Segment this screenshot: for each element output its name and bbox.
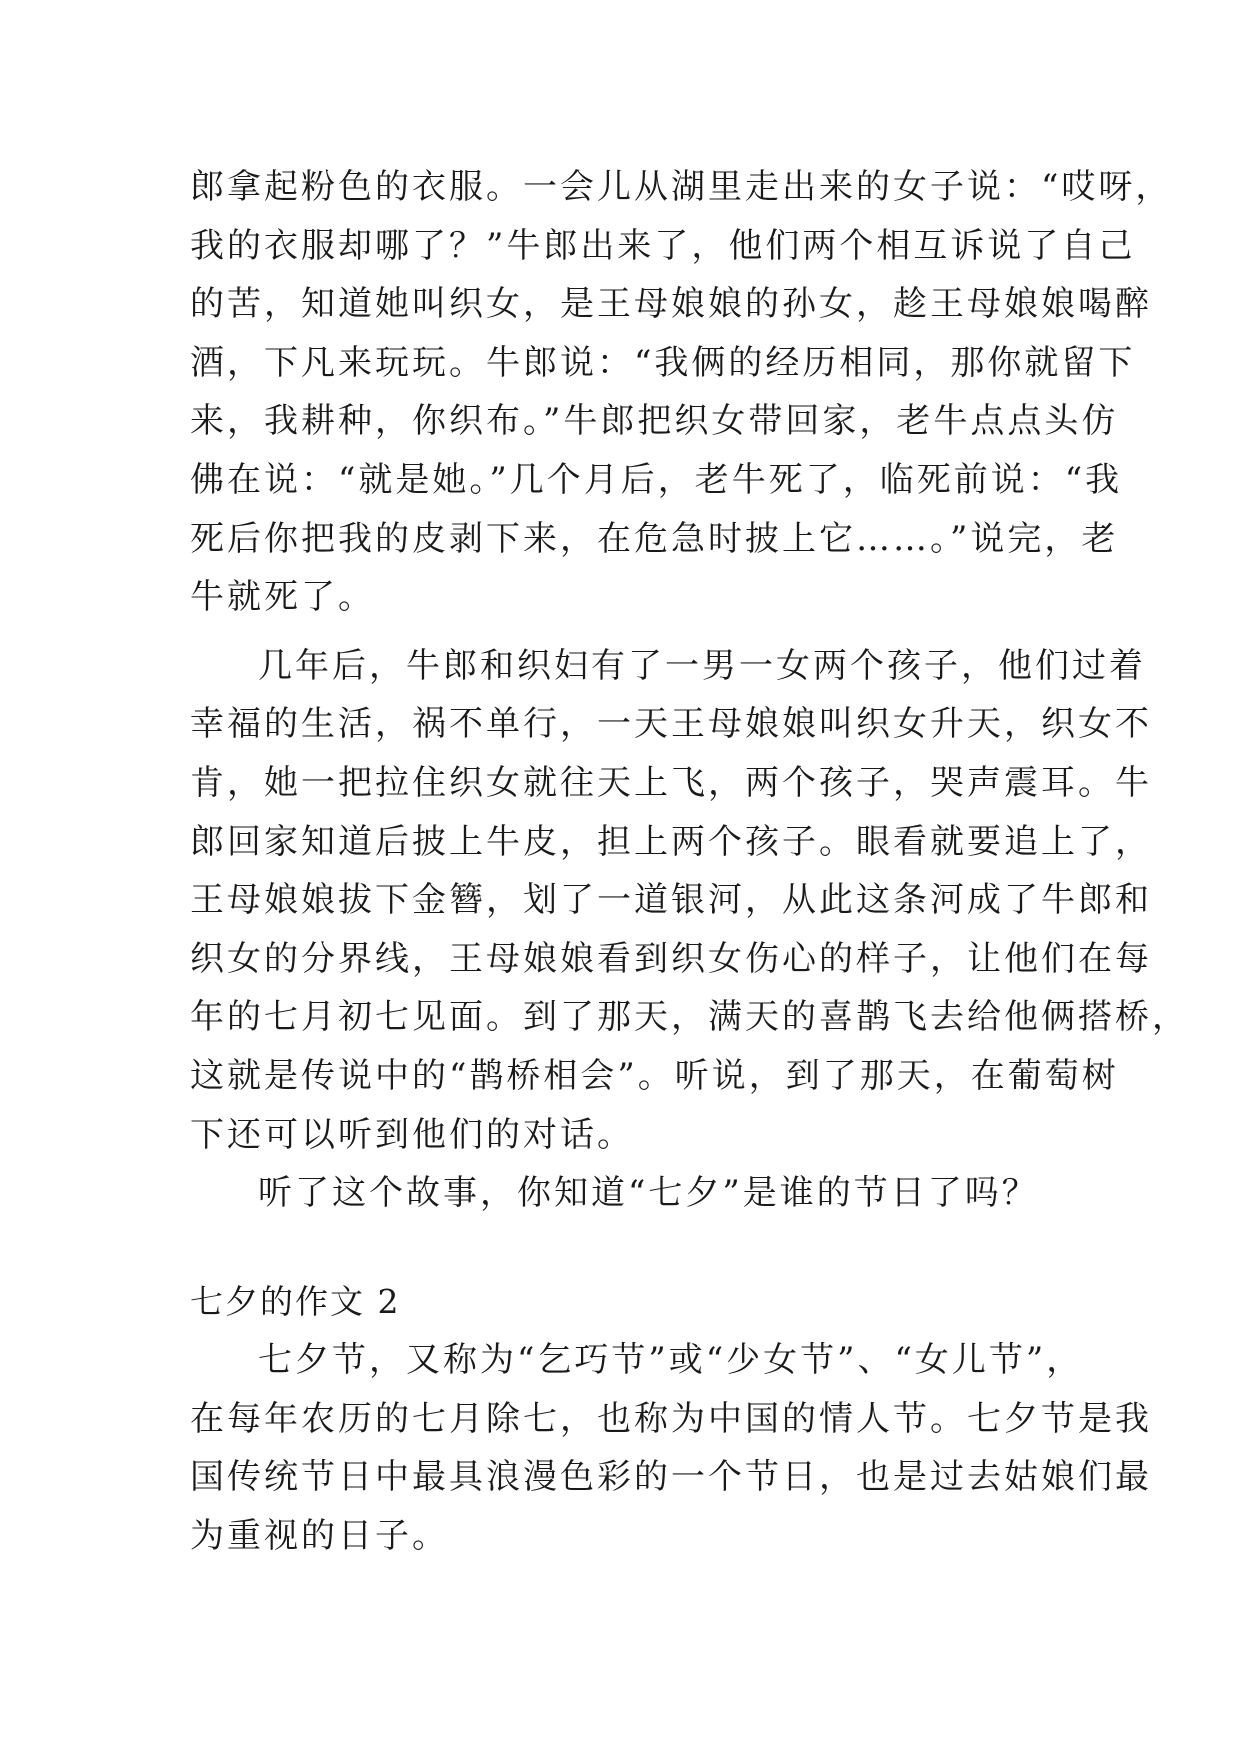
text-line: 郎回家知道后披上牛皮，担上两个孩子。眼看就要追上了，	[190, 821, 1152, 862]
essay2-paragraph-1	[190, 1331, 1152, 1565]
text-line: 下还可以听到他们的对话。	[190, 1114, 634, 1155]
text-line: 织女的分界线，王母娘娘看到织女伤心的样子，让他们在每	[190, 938, 1152, 979]
text-line: 酒，下凡来玩玩。牛郎说：“我俩的经历相同，那你就留下	[190, 342, 1136, 383]
text-line: 为重视的日子。	[190, 1516, 449, 1557]
text-line: 听了这个故事，你知道“七夕”是谁的节日了吗？	[258, 1173, 1039, 1214]
text-line: 年的七月初七见面。到了那天，满天的喜鹊飞去给他俩搭桥，	[190, 997, 1189, 1038]
text-line: 幸福的生活，祸不单行，一天王母娘娘叫织女升天，织女不	[190, 704, 1152, 745]
text-line: 死后你把我的皮剥下来，在危急时披上它……。”说完，老	[190, 518, 1119, 559]
paragraph-gap	[190, 627, 1060, 637]
text-line: 七夕节，又称为“乞巧节”或“少女节”、“女儿节”，	[258, 1340, 1084, 1381]
text-line: 王母娘娘拔下金簪，划了一道银河，从此这条河成了牛郎和	[190, 880, 1152, 921]
story-paragraph-1	[190, 158, 1173, 627]
text-line: 牛就死了。	[190, 577, 375, 618]
section-gap	[190, 1223, 1060, 1273]
text-line: 国传统节日中最具浪漫色彩的一个节日，也是过去姑娘们最	[190, 1457, 1152, 1498]
story-paragraph-3	[190, 1164, 1060, 1223]
text-line: 在每年农历的七月除七，也称为中国的情人节。七夕节是我	[190, 1398, 1152, 1439]
text-line: 我的衣服却哪了？”牛郎出来了，他们两个相互诉说了自己	[190, 225, 1136, 266]
story-paragraph-2	[190, 637, 1189, 1164]
text-line: 佛在说：“就是她。”几个月后，老牛死了，临死前说：“我	[190, 459, 1123, 500]
document-body	[190, 158, 1189, 1566]
text-line: 肯，她一把拉住织女就往天上飞，两个孩子，哭声震耳。牛	[190, 762, 1152, 803]
text-line: 的苦，知道她叫织女，是王母娘娘的孙女，趁王母娘娘喝醉	[190, 284, 1152, 325]
text-line: 郎拿起粉色的衣服。一会儿从湖里走出来的女子说：“哎呀，	[190, 167, 1173, 207]
essay-title: 七夕的作文 2	[190, 1281, 401, 1321]
text-line: 这就是传说中的“鹊桥相会”。听说，到了那天，在葡萄树	[190, 1055, 1119, 1096]
text-line: 几年后，牛郎和织妇有了一男一女两个孩子，他们过着	[258, 645, 1146, 686]
text-line: 来，我耕种，你织布。”牛郎把织女带回家，老牛点点头仿	[190, 401, 1119, 442]
